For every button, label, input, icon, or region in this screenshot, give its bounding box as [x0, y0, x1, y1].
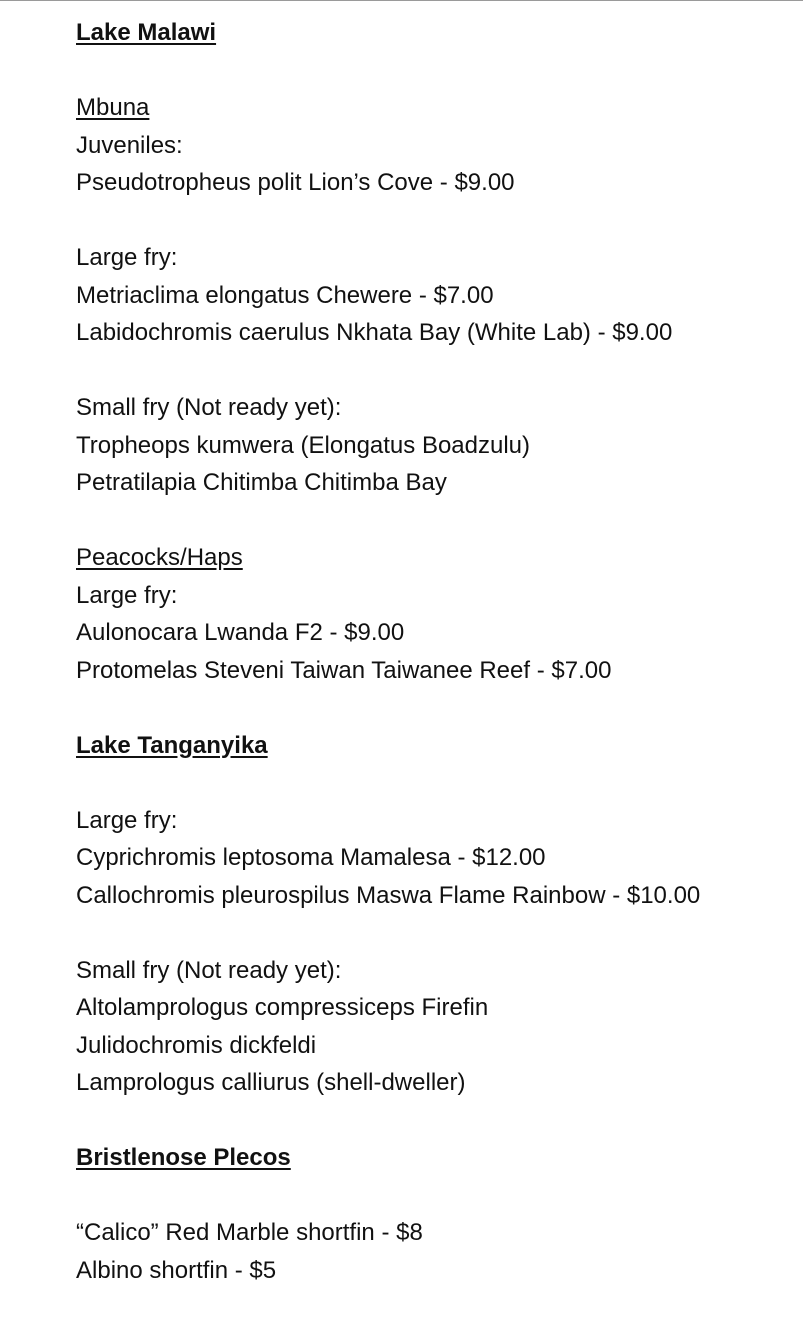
- group-heading-tanganyika-large-fry: Large fry:: [76, 806, 178, 834]
- list-item: Tropheops kumwera (Elongatus Boadzulu): [76, 431, 531, 459]
- list-item: Protomelas Steveni Taiwan Taiwanee Reef - $7.00: [76, 656, 612, 684]
- subsection-title-peacocks-haps: Peacocks/Haps: [76, 544, 243, 571]
- group-heading-mbuna-small-fry: Small fry (Not ready yet):: [76, 394, 342, 421]
- list-item: Altolamprologus compressiceps Firefin: [76, 994, 489, 1021]
- list-item: Lamprologus calliurus (shell-dweller): [76, 1069, 466, 1096]
- group-heading-mbuna-large-fry: Large fry:: [76, 244, 178, 271]
- spacer: [76, 689, 801, 727]
- spacer: [76, 502, 801, 540]
- spacer: [76, 764, 801, 802]
- list-item: Metriaclima elongatus Chewere - $7.00: [76, 281, 494, 309]
- spacer: [76, 202, 801, 240]
- group-heading-mbuna-juveniles: Juveniles:: [76, 131, 183, 159]
- top-border-line: [0, 0, 803, 1]
- list-item: Labidochromis caerulus Nkhata Bay (White Lab) - $9.00: [76, 319, 673, 346]
- group-heading-tanganyika-small-fry: Small fry (Not ready yet):: [76, 956, 342, 984]
- list-item: “Calico” Red Marble shortfin - $8: [76, 1219, 423, 1246]
- section-title-lake-tanganyika: Lake Tanganyika: [76, 731, 268, 759]
- list-item: Aulonocara Lwanda F2 - $9.00: [76, 619, 405, 646]
- spacer: [76, 914, 801, 952]
- section-title-lake-malawi: Lake Malawi: [76, 19, 217, 46]
- list-item: Albino shortfin - $5: [76, 1256, 277, 1284]
- subsection-title-mbuna: Mbuna: [76, 94, 150, 121]
- spacer: [76, 52, 801, 90]
- group-heading-peacocks-large-fry: Large fry:: [76, 581, 178, 609]
- section-title-bristlenose-plecos: Bristlenose Plecos: [76, 1144, 291, 1171]
- list-item: Cyprichromis leptosoma Mamalesa - $12.00: [76, 844, 546, 871]
- spacer: [76, 1177, 801, 1215]
- list-item: Callochromis pleurospilus Maswa Flame Rainbow - $10.00: [76, 881, 701, 909]
- spacer: [76, 352, 801, 390]
- list-item: Julidochromis dickfeldi: [76, 1031, 317, 1059]
- fish-price-list-document: [76, 14, 801, 1289]
- spacer: [76, 1102, 801, 1140]
- list-item: Petratilapia Chitimba Chitimba Bay: [76, 469, 447, 496]
- list-item: Pseudotropheus polit Lion’s Cove - $9.00: [76, 169, 515, 196]
